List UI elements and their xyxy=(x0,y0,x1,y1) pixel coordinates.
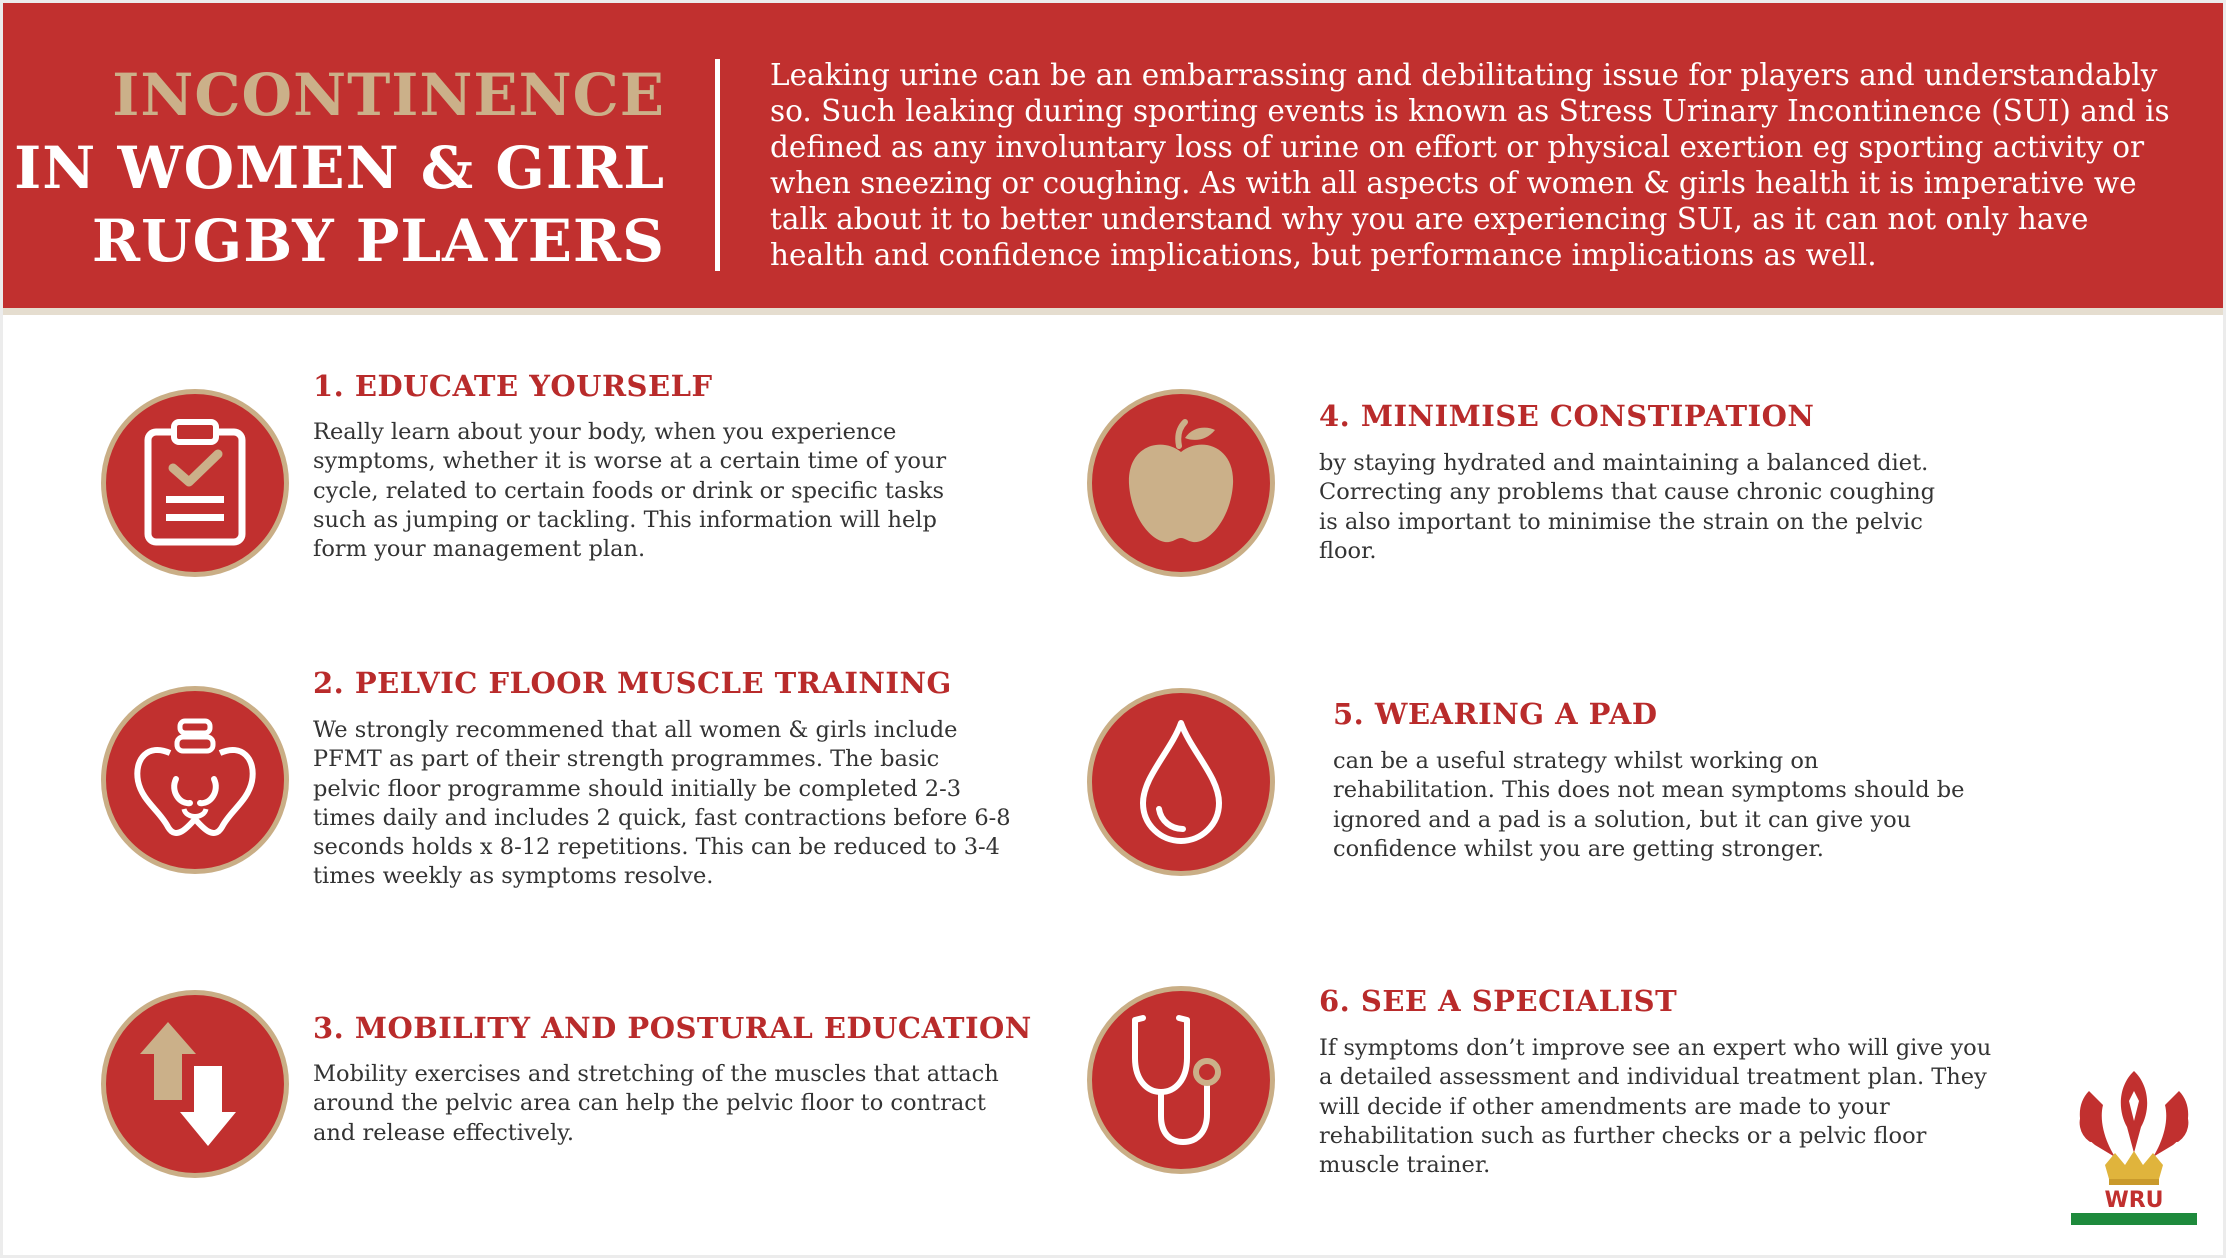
page xyxy=(3,3,2223,1255)
title-divider xyxy=(715,59,720,271)
logo-text: WRU xyxy=(2104,1188,2164,1213)
up-down-arrows-icon xyxy=(101,990,289,1178)
tip-text: can be a useful strategy whilst working on rehabilitation. This does not mean symptoms should be ignored and a pad is a solution, but it can give you confidence whilst you are getting stronger. xyxy=(1333,748,1965,862)
tip-title: 1. EDUCATE YOURSELF xyxy=(313,369,713,403)
title-line-3: RUGBY PLAYERS xyxy=(91,207,665,275)
tip-text: We strongly recommened that all women & girls include PFMT as part of their strength programmes. The basic pelvic floor programme should initially be completed 2-3 times daily and includes 2 quick, fast contractions before 6-8 seconds holds x 8-12 repetitions. This can be reduced to 3-4 times weekly as symptoms resolve. xyxy=(313,717,1011,890)
intro-text: Leaking urine can be an embarrassing and debilitating issue for players and understandably so. Such leaking during sporting events is known as Stress Urinary Incontinence (SUI) and is defined as any involuntary loss of urine on effort or physical exertion eg sporting activity or when sneezing or coughing. As with all aspects of women & girls health it is imperative we talk about it to better understand why you are experiencing SUI, as it can not only have health and confidence implications, but performance implications as well. xyxy=(770,58,2170,272)
tip-title: 4. MINIMISE CONSTIPATION xyxy=(1319,399,1815,433)
page-title xyxy=(14,59,665,278)
clipboard-check-icon xyxy=(101,389,289,577)
pelvis-icon xyxy=(101,686,289,874)
tip-title: 3. MOBILITY AND POSTURAL EDUCATION xyxy=(313,1011,1032,1045)
stethoscope-icon xyxy=(1087,986,1275,1174)
apple-icon xyxy=(1087,389,1275,577)
tip-text: Mobility exercises and stretching of the muscles that attach around the pelvic area can help the pelvic floor to contract and release effectively. xyxy=(313,1061,999,1146)
tip-title: 5. WEARING A PAD xyxy=(1333,697,1658,731)
tip-title: 6. SEE A SPECIALIST xyxy=(1319,984,1678,1018)
tip-text: by staying hydrated and maintaining a balanced diet. Correcting any problems that cause chronic coughing is also important to minimise the strain on the pelvic floor. xyxy=(1319,450,1936,564)
title-line-2: IN WOMEN & GIRL xyxy=(14,134,665,202)
tip-text: If symptoms don’t improve see an expert who will give you a detailed assessment and individual treatment plan. They will decide if other amendments are made to your rehabilitation such as further checks or a pelvic floor muscle trainer. xyxy=(1319,1035,1992,1179)
droplet-icon xyxy=(1087,688,1275,876)
title-line-1: INCONTINENCE xyxy=(112,61,665,129)
tip-title: 2. PELVIC FLOOR MUSCLE TRAINING xyxy=(313,666,952,700)
header-banner xyxy=(3,3,2223,315)
tip-text: Really learn about your body, when you experience symptoms, whether it is worse at a certain time of your cycle, related to certain foods or drink or specific tasks such as jumping or tackling. This information will help form your management plan. xyxy=(313,419,947,563)
wru-logo xyxy=(2069,1061,2199,1229)
